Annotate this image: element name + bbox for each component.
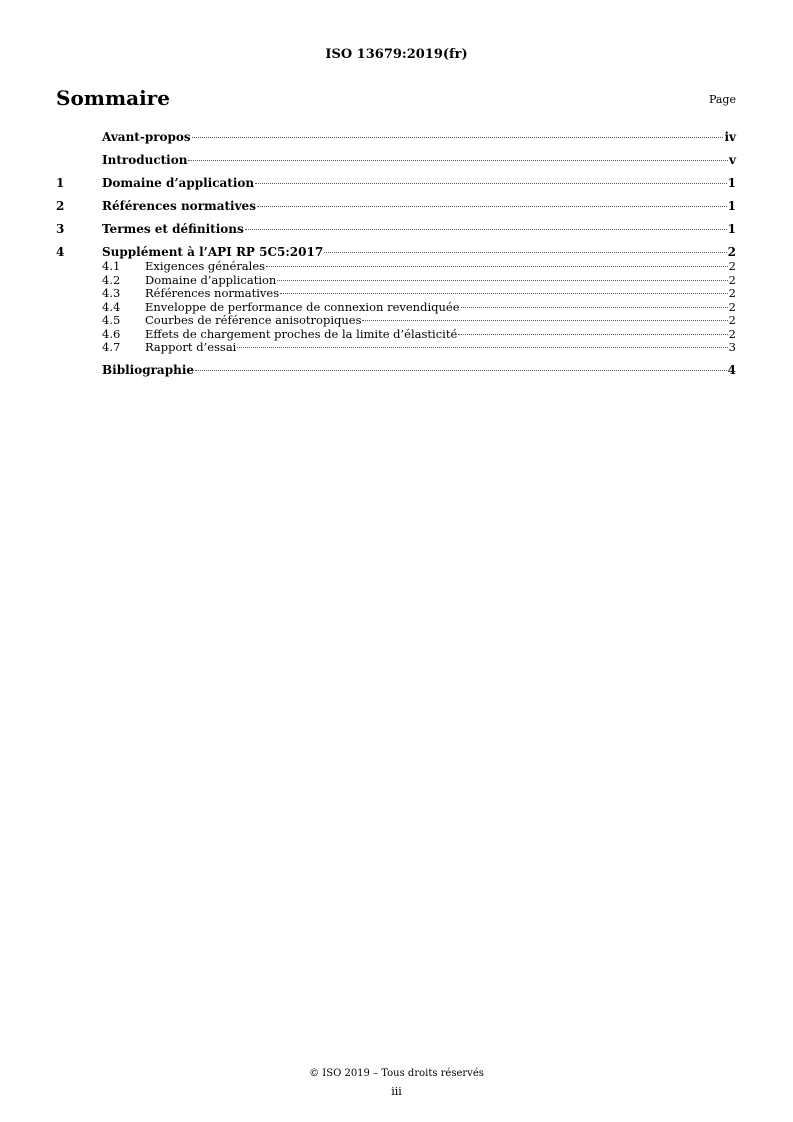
- toc-entry-page: 1: [727, 176, 736, 190]
- toc-entry-page: 2: [727, 245, 736, 259]
- toc-entry-number: 4.5: [102, 313, 121, 327]
- toc-entry-number: 2: [56, 199, 65, 213]
- toc-entry-title: Enveloppe de performance de connexion revendiquée: [145, 299, 460, 314]
- toc-entry[interactable]: [56, 130, 736, 145]
- toc-subentry[interactable]: [56, 260, 736, 274]
- toc-entry-page: 1: [727, 222, 736, 236]
- toc-entry-title: Introduction: [102, 153, 188, 167]
- dot-leader: [255, 183, 727, 184]
- dot-leader: [458, 334, 727, 335]
- toc-entry[interactable]: [56, 153, 736, 168]
- toc-entry-title: Effets de chargement proches de la limite d’élasticité: [145, 326, 458, 341]
- toc-entry-title: Courbes de référence anisotropiques: [145, 313, 362, 327]
- toc-entry-page: v: [729, 153, 736, 167]
- toc-entry-page: 2: [728, 259, 736, 273]
- toc-entry-title: Domaine d’application: [145, 272, 277, 287]
- toc-entry-title: Références normatives: [102, 199, 256, 213]
- toc-entry-number: 4.2: [102, 272, 121, 287]
- toc-entry-number: 4.3: [102, 286, 121, 300]
- dot-leader: [192, 137, 724, 138]
- copyright-footer: © ISO 2019 – Tous droits réservés: [309, 1068, 484, 1079]
- toc-entry-page: 3: [728, 340, 736, 354]
- toc-entry-page: 1: [727, 199, 736, 213]
- document-header: ISO 13679:2019(fr): [325, 47, 468, 62]
- toc-entry-title: Domaine d’application: [102, 176, 255, 190]
- dot-leader: [280, 293, 728, 294]
- dot-leader: [362, 320, 727, 321]
- toc-entry-number: 4.1: [102, 259, 121, 273]
- toc-entry-number: 4.4: [102, 299, 121, 314]
- toc-entry-title: Rapport d’essai: [145, 340, 237, 354]
- page-column-label: Page: [708, 93, 736, 106]
- dot-leader: [257, 206, 727, 207]
- toc-entry[interactable]: [56, 176, 736, 191]
- toc-entry-page: 2: [728, 299, 736, 314]
- toc-entry[interactable]: [56, 341, 736, 355]
- dot-leader: [461, 307, 728, 308]
- toc-entry[interactable]: [56, 363, 736, 378]
- dot-leader: [195, 370, 727, 371]
- toc-entry[interactable]: [56, 222, 736, 237]
- toc-entry[interactable]: [56, 245, 736, 260]
- page-title: Sommaire: [56, 86, 170, 110]
- toc-entry-page: 2: [728, 286, 736, 300]
- toc-entry[interactable]: [56, 199, 736, 214]
- dot-leader: [245, 229, 727, 230]
- table-of-contents: [56, 130, 736, 386]
- toc-entry-page: iv: [724, 130, 736, 144]
- toc-entry-page: 2: [728, 326, 736, 341]
- toc-entry-title: Avant-propos: [102, 130, 191, 144]
- toc-subentry[interactable]: [56, 328, 736, 342]
- toc-subentry[interactable]: [56, 314, 736, 328]
- toc-entry-title: Références normatives: [145, 286, 280, 300]
- toc-entry-number: 4: [56, 245, 65, 259]
- toc-entry-title: Termes et définitions: [102, 222, 244, 236]
- toc-entry-page: 4: [727, 362, 736, 377]
- toc-entry-page: 2: [728, 313, 736, 327]
- dot-leader: [277, 280, 727, 281]
- dot-leader: [188, 160, 728, 161]
- toc-entry-page: 2: [728, 272, 736, 287]
- dot-leader: [237, 347, 727, 348]
- dot-leader: [266, 266, 728, 267]
- toc-entry-number: 4.6: [102, 326, 121, 341]
- page-number: iii: [391, 1085, 402, 1098]
- toc-subentry[interactable]: [56, 301, 736, 315]
- toc-subentry[interactable]: [56, 287, 736, 301]
- dot-leader: [324, 252, 726, 253]
- toc-entry-title: Bibliographie: [102, 362, 195, 377]
- toc-entry-number: 1: [56, 176, 65, 190]
- toc-entry-number: 4.7: [102, 340, 121, 354]
- toc-entry-title: Exigences générales: [145, 259, 266, 273]
- toc-entry-title: Supplément à l’API RP 5C5:2017: [102, 245, 324, 259]
- toc-title-row: [56, 86, 736, 112]
- toc-entry-number: 3: [56, 222, 65, 236]
- toc-subentry[interactable]: [56, 274, 736, 288]
